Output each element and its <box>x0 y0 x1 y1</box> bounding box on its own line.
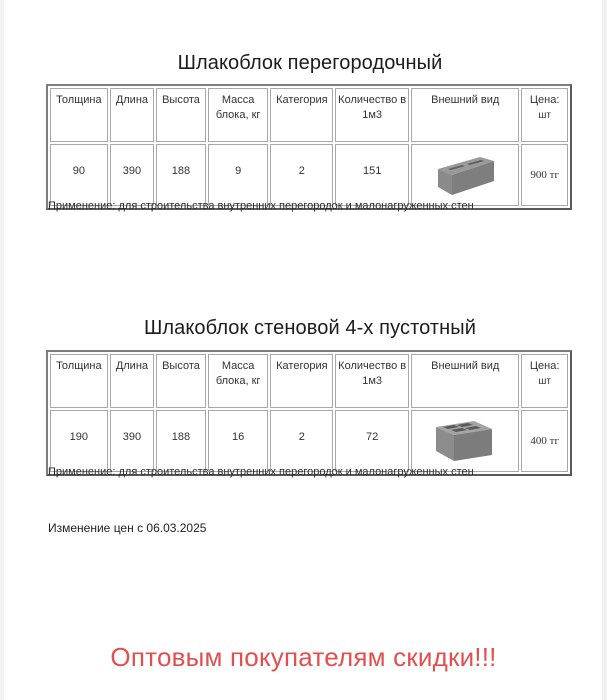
header-quantity: Количество в 1м3 <box>335 354 409 408</box>
cell-thickness: 90 <box>50 144 108 206</box>
cell-appearance <box>411 410 519 472</box>
usage-note: Применение: для строительства внутренних перегородок и малонагруженных стен <box>48 466 474 478</box>
cell-mass: 9 <box>208 144 269 206</box>
cell-length: 390 <box>110 410 155 472</box>
header-mass: Масса блока, кг <box>208 354 269 408</box>
cell-length: 390 <box>110 144 155 206</box>
header-thickness: Толщина <box>50 354 108 408</box>
header-category: Категория <box>270 354 333 408</box>
cell-thickness: 190 <box>50 410 108 472</box>
usage-note: Применение: для строительства внутренних перегородок и малонагруженных стен <box>48 200 474 212</box>
header-height: Высота <box>156 354 206 408</box>
wholesale-discount-banner: Оптовым покупателям скидки!!! <box>110 642 497 672</box>
header-height: Высота <box>156 88 206 142</box>
table-row <box>50 410 568 472</box>
header-thickness: Толщина <box>50 88 108 142</box>
page-edge-right <box>602 0 607 700</box>
cinder-block-2-hollow-icon <box>434 153 496 197</box>
cinder-block-4-hollow-icon <box>434 417 496 465</box>
table-header-row <box>50 354 568 408</box>
cell-category: 2 <box>270 144 333 206</box>
spec-table <box>46 350 572 476</box>
section-title: Шлакоблок перегородочный <box>177 52 443 74</box>
cell-category: 2 <box>270 410 333 472</box>
header-length: Длина <box>110 88 155 142</box>
table-header-row <box>50 88 568 142</box>
spec-table <box>46 84 572 210</box>
cell-quantity: 151 <box>335 144 409 206</box>
cell-height: 188 <box>156 144 206 206</box>
page-edge-left <box>0 0 4 700</box>
header-appearance: Внешний вид <box>411 88 519 142</box>
header-appearance: Внешний вид <box>411 354 519 408</box>
header-price: Цена: шт <box>521 88 568 142</box>
header-price: Цена: шт <box>521 354 568 408</box>
header-category: Категория <box>270 88 333 142</box>
cell-mass: 16 <box>208 410 269 472</box>
cell-quantity: 72 <box>335 410 409 472</box>
price-change-note: Изменение цен с 06.03.2025 <box>48 521 207 535</box>
cell-price: 400 тг <box>521 410 568 472</box>
section-title: Шлакоблок стеновой 4-х пустотный <box>143 317 477 339</box>
header-quantity: Количество в 1м3 <box>335 88 409 142</box>
cell-price: 900 тг <box>521 144 568 206</box>
table-row <box>50 144 568 206</box>
cell-height: 188 <box>156 410 206 472</box>
header-length: Длина <box>110 354 155 408</box>
cell-appearance <box>411 144 519 206</box>
header-mass: Масса блока, кг <box>208 88 269 142</box>
